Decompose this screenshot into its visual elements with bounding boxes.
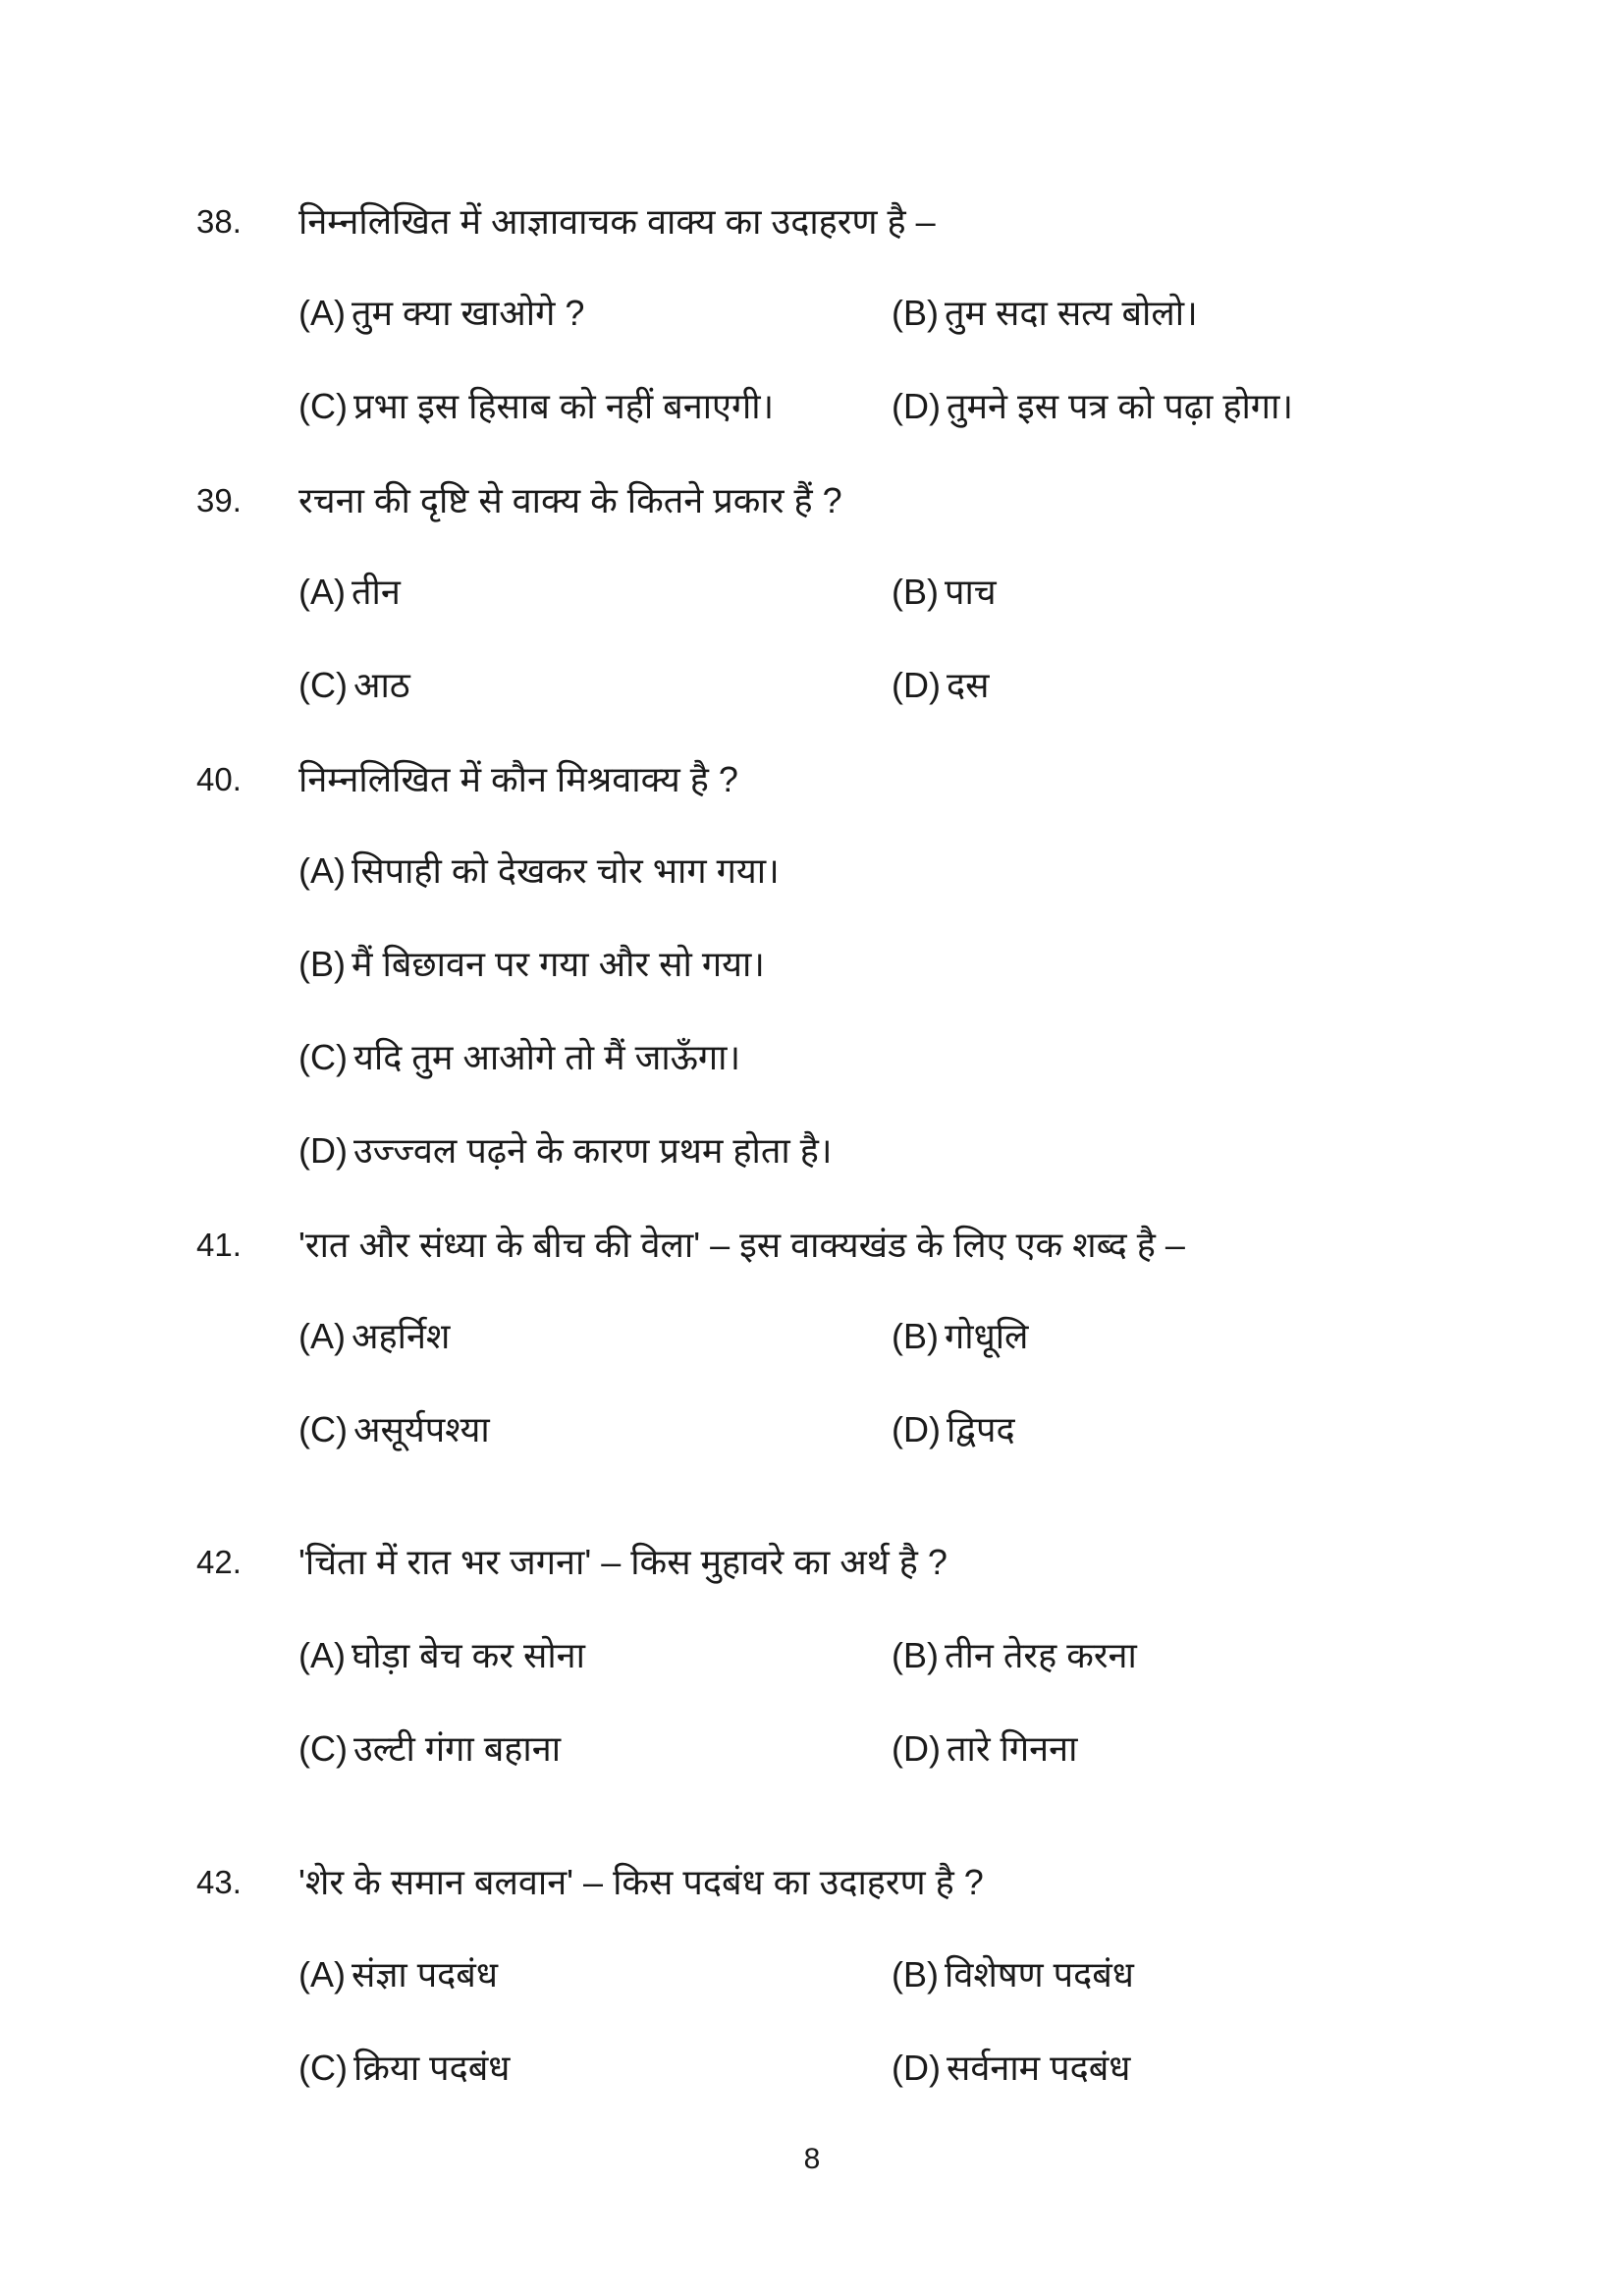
option-b	[892, 1953, 1134, 1996]
option-label: (B)	[892, 293, 939, 333]
option-text: असूर्यपश्या	[352, 1409, 490, 1449]
option-d	[892, 385, 1293, 428]
option-text: क्रिया पदबंध	[352, 2048, 511, 2088]
option-label: (D)	[892, 1409, 941, 1449]
option-label: (B)	[298, 944, 346, 984]
option-text: गोधूलि	[945, 1316, 1029, 1356]
option-text: सिपाही को देखकर चोर भाग गया।	[352, 850, 780, 891]
option-b	[892, 1634, 1137, 1677]
question-text: 'शेर के समान बलवान' – किस पदबंध का उदाहरण है ?	[298, 1862, 984, 1902]
option-text: दस	[946, 665, 990, 705]
option-c	[298, 1036, 740, 1079]
question-number: 43.	[196, 1864, 242, 1900]
option-c	[298, 664, 410, 707]
option-b	[892, 292, 1198, 335]
question-number: 42.	[196, 1544, 242, 1580]
option-label: (B)	[892, 1635, 939, 1675]
option-c	[298, 1408, 490, 1451]
option-c	[298, 385, 774, 428]
option-b	[892, 571, 997, 614]
question-number: 41.	[196, 1227, 242, 1263]
option-a	[298, 1953, 498, 1996]
option-text: विशेषण पदबंध	[945, 1954, 1134, 1995]
option-label: (B)	[892, 1316, 939, 1356]
option-text: आठ	[352, 665, 410, 705]
option-label: (C)	[298, 1409, 348, 1449]
option-label: (D)	[298, 1130, 348, 1171]
option-label: (C)	[298, 1037, 348, 1077]
question-text: रचना की दृष्टि से वाक्य के कितने प्रकार हैं ?	[298, 480, 842, 520]
option-a	[298, 571, 401, 614]
option-b	[298, 943, 765, 986]
question-number: 39.	[196, 482, 242, 519]
option-d	[892, 1727, 1077, 1771]
option-text: मैं बिछावन पर गया और सो गया।	[352, 944, 765, 984]
question-number: 40.	[196, 761, 242, 797]
option-text: अहर्निश	[352, 1316, 451, 1356]
option-d	[892, 1408, 1015, 1451]
option-text: तुमने इस पत्र को पढ़ा होगा।	[946, 386, 1294, 426]
option-text: यदि तुम आओगे तो मैं जाऊँगा।	[352, 1037, 741, 1077]
option-label: (D)	[892, 386, 941, 426]
option-label: (D)	[892, 665, 941, 705]
option-a	[298, 1634, 585, 1677]
option-b	[892, 1315, 1028, 1358]
option-text: पाच	[945, 572, 997, 612]
option-d	[892, 664, 989, 707]
option-text: प्रभा इस हिसाब को नहीं बनाएगी।	[352, 386, 775, 426]
option-label: (C)	[298, 386, 348, 426]
option-label: (C)	[298, 665, 348, 705]
option-c	[298, 1727, 561, 1771]
option-label: (D)	[892, 2048, 941, 2088]
option-label: (B)	[892, 572, 939, 612]
option-label: (A)	[298, 572, 346, 612]
option-text: घोड़ा बेच कर सोना	[352, 1635, 585, 1675]
option-a	[298, 1315, 450, 1358]
option-text: सर्वनाम पदबंध	[946, 2048, 1131, 2088]
option-a	[298, 292, 584, 335]
option-text: तुम सदा सत्य बोलो।	[945, 293, 1198, 333]
option-label: (A)	[298, 293, 346, 333]
option-c	[298, 2047, 510, 2090]
option-text: उल्टी गंगा बहाना	[352, 1728, 562, 1769]
option-d	[892, 2047, 1130, 2090]
option-label: (A)	[298, 1316, 346, 1356]
option-text: तीन तेरह करना	[945, 1635, 1137, 1675]
page-number: 8	[803, 2143, 821, 2175]
option-text: तारे गिनना	[946, 1728, 1078, 1769]
option-text: तुम क्या खाओगे ?	[352, 293, 585, 333]
option-label: (C)	[298, 1728, 348, 1769]
question-number: 38.	[196, 203, 242, 240]
option-label: (D)	[892, 1728, 941, 1769]
option-text: संज्ञा पदबंध	[352, 1954, 498, 1995]
option-label: (A)	[298, 1954, 346, 1995]
option-d	[298, 1129, 832, 1173]
question-text: 'रात और संध्या के बीच की वेला' – इस वाक्यखंड के लिए एक शब्द है –	[298, 1225, 1185, 1265]
option-label: (A)	[298, 850, 346, 891]
option-label: (C)	[298, 2048, 348, 2088]
option-text: द्विपद	[946, 1409, 1015, 1449]
option-text: उज्ज्वल पढ़ने के कारण प्रथम होता है।	[352, 1130, 833, 1171]
option-a	[298, 849, 780, 893]
question-text: निम्नलिखित में कौन मिश्रवाक्य है ?	[298, 759, 738, 799]
option-text: तीन	[352, 572, 401, 612]
option-label: (A)	[298, 1635, 346, 1675]
option-label: (B)	[892, 1954, 939, 1995]
question-text: 'चिंता में रात भर जगना' – किस मुहावरे का अर्थ है ?	[298, 1542, 947, 1582]
question-text: निम्नलिखित में आज्ञावाचक वाक्य का उदाहरण है –	[298, 201, 936, 242]
